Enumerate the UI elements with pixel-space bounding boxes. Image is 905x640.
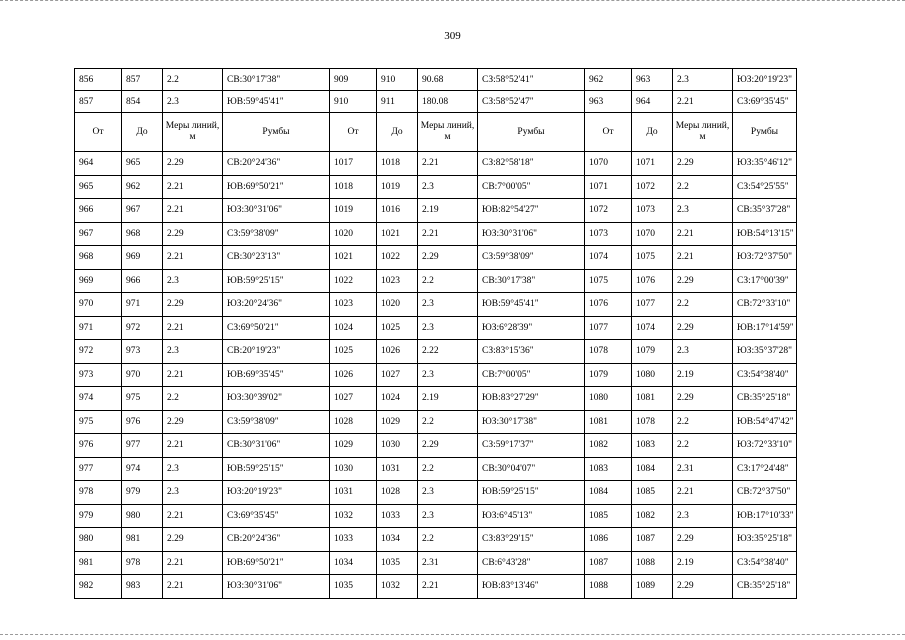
table-cell: 1033 <box>377 504 418 528</box>
table-row <box>75 340 797 364</box>
table-cell: СЗ:69°50'21" <box>223 316 330 340</box>
scan-bottom-edge <box>0 634 905 637</box>
table-cell: 2.3 <box>418 293 478 317</box>
table-cell: 1084 <box>585 481 632 505</box>
table-cell: 2.29 <box>163 293 223 317</box>
table-cell: ЮВ:17°10'33" <box>733 504 797 528</box>
table-cell: 1083 <box>585 457 632 481</box>
table-row <box>75 434 797 458</box>
header-from: От <box>330 113 377 152</box>
table-cell: ЮВ:54°13'15" <box>733 222 797 246</box>
table-cell: 2.3 <box>418 175 478 199</box>
header-measures: Меры линий, м <box>673 113 733 152</box>
table-cell: 965 <box>122 152 163 176</box>
table-cell: 965 <box>75 175 122 199</box>
table-cell: 1035 <box>330 575 377 599</box>
table-cell: ЮЗ:20°19'23" <box>223 481 330 505</box>
table-cell: ЮВ:83°27'29" <box>478 387 585 411</box>
header-to: До <box>632 113 673 152</box>
table-cell: 1083 <box>632 434 673 458</box>
table-cell: ЮВ:59°45'41" <box>223 91 330 113</box>
table-cell: ЮЗ:20°24'36" <box>223 293 330 317</box>
table-cell: 1020 <box>377 293 418 317</box>
table-cell: 1021 <box>377 222 418 246</box>
table-cell: 978 <box>122 551 163 575</box>
table-cell: ЮВ:59°25'15" <box>223 457 330 481</box>
table-cell: ЮВ:69°50'21" <box>223 551 330 575</box>
table-cell: 1080 <box>585 387 632 411</box>
table-cell: 1024 <box>377 387 418 411</box>
table-cell: 1026 <box>377 340 418 364</box>
table-cell: 1032 <box>330 504 377 528</box>
table-cell: 970 <box>122 363 163 387</box>
table-cell: 2.2 <box>673 434 733 458</box>
table-row <box>75 363 797 387</box>
table-cell: СВ:35°25'18" <box>733 387 797 411</box>
table-cell: ЮЗ:30°31'06" <box>223 199 330 223</box>
table-cell: 1074 <box>585 246 632 270</box>
header-to: До <box>377 113 418 152</box>
table-cell: 982 <box>75 575 122 599</box>
table-cell: 1082 <box>585 434 632 458</box>
table-cell: ЮЗ:72°37'50" <box>733 246 797 270</box>
table-cell: 1029 <box>377 410 418 434</box>
table-row <box>75 457 797 481</box>
table-cell: 979 <box>75 504 122 528</box>
table-cell: 2.2 <box>163 387 223 411</box>
table-cell: ЮЗ:30°31'06" <box>478 222 585 246</box>
table-cell: 1085 <box>585 504 632 528</box>
table-cell: 2.3 <box>673 504 733 528</box>
table-cell: 1070 <box>585 152 632 176</box>
table-cell: 1030 <box>330 457 377 481</box>
table-cell: 1087 <box>585 551 632 575</box>
table-cell: 2.2 <box>673 293 733 317</box>
table-cell: 1034 <box>330 551 377 575</box>
table-cell: 1020 <box>330 222 377 246</box>
table-cell: 1024 <box>330 316 377 340</box>
table-cell: 1073 <box>632 199 673 223</box>
table-cell: СЗ:54°38'40" <box>733 551 797 575</box>
table-top-rows <box>75 69 797 113</box>
table-cell: 1018 <box>377 152 418 176</box>
table-cell: 974 <box>122 457 163 481</box>
table-cell: 1028 <box>330 410 377 434</box>
table-cell: 2.21 <box>163 434 223 458</box>
table-cell: 1076 <box>585 293 632 317</box>
table-cell: 976 <box>122 410 163 434</box>
table-cell: 1035 <box>377 551 418 575</box>
table-cell: 978 <box>75 481 122 505</box>
table-cell: 980 <box>122 504 163 528</box>
table-cell: СЗ:83°29'15" <box>478 528 585 552</box>
table-cell: 1032 <box>377 575 418 599</box>
table-cell: ЮЗ:6°45'13" <box>478 504 585 528</box>
table-cell: ЮВ:83°13'46" <box>478 575 585 599</box>
table-row <box>75 246 797 270</box>
table-cell: 963 <box>585 91 632 113</box>
table-cell: 1077 <box>585 316 632 340</box>
table-header <box>75 113 797 152</box>
table-cell: 973 <box>122 340 163 364</box>
table-cell: 979 <box>122 481 163 505</box>
table-cell: 2.21 <box>163 175 223 199</box>
table-cell: 2.29 <box>673 269 733 293</box>
table-cell: 1072 <box>632 175 673 199</box>
table-cell: 1029 <box>330 434 377 458</box>
table-cell: 1081 <box>585 410 632 434</box>
table-cell: ЮЗ:6°28'39" <box>478 316 585 340</box>
table-cell: ЮВ:59°25'15" <box>478 481 585 505</box>
table-cell: СЗ:83°15'36" <box>478 340 585 364</box>
table-row <box>75 91 797 113</box>
table-cell: 1089 <box>632 575 673 599</box>
table-cell: 1075 <box>585 269 632 293</box>
table-cell: СЗ:59°38'09" <box>478 246 585 270</box>
table-cell: СВ:30°04'07" <box>478 457 585 481</box>
table-cell: 2.2 <box>418 410 478 434</box>
header-bearings: Румбы <box>223 113 330 152</box>
table-cell: 180.08 <box>418 91 478 113</box>
table-row <box>75 175 797 199</box>
table-cell: 2.3 <box>418 363 478 387</box>
table-cell: СЗ:59°38'09" <box>223 410 330 434</box>
table-cell: 1074 <box>632 316 673 340</box>
table-cell: ЮЗ:72°33'10" <box>733 434 797 458</box>
table-cell: 856 <box>75 69 122 91</box>
table-cell: СВ:20°24'36" <box>223 152 330 176</box>
table-cell: 1071 <box>585 175 632 199</box>
table-cell: 2.19 <box>418 199 478 223</box>
table-cell: 2.3 <box>673 199 733 223</box>
table-cell: СВ:72°37'50" <box>733 481 797 505</box>
table-cell: 1021 <box>330 246 377 270</box>
table-row <box>75 551 797 575</box>
table-cell: 962 <box>122 175 163 199</box>
table-cell: 1082 <box>632 504 673 528</box>
table-cell: 981 <box>75 551 122 575</box>
header-bearings: Румбы <box>478 113 585 152</box>
table-cell: 1023 <box>330 293 377 317</box>
table-cell: 2.29 <box>673 387 733 411</box>
table-cell: СВ:30°31'06" <box>223 434 330 458</box>
table-cell: 2.3 <box>163 481 223 505</box>
table-cell: 969 <box>122 246 163 270</box>
table-cell: 1071 <box>632 152 673 176</box>
table-cell: ЮВ:69°50'21" <box>223 175 330 199</box>
table-cell: 968 <box>122 222 163 246</box>
table-cell: 974 <box>75 387 122 411</box>
table-cell: 2.21 <box>163 199 223 223</box>
table-cell: 2.21 <box>163 246 223 270</box>
table-cell: 2.22 <box>418 340 478 364</box>
table-cell: 977 <box>122 434 163 458</box>
table-cell: 2.19 <box>673 551 733 575</box>
table-cell: СВ:30°17'38" <box>478 269 585 293</box>
header-row <box>75 113 797 152</box>
table-cell: 1078 <box>585 340 632 364</box>
table-cell: 2.29 <box>673 575 733 599</box>
table-cell: 967 <box>75 222 122 246</box>
table-cell: СЗ:17°00'39" <box>733 269 797 293</box>
table-cell: ЮВ:59°45'41" <box>478 293 585 317</box>
table-cell: 966 <box>75 199 122 223</box>
table-cell: СВ:20°19'23" <box>223 340 330 364</box>
table-cell: 1019 <box>377 175 418 199</box>
table-cell: 2.21 <box>673 91 733 113</box>
table-cell: СВ:30°23'13" <box>223 246 330 270</box>
table-row <box>75 269 797 293</box>
table-cell: 972 <box>122 316 163 340</box>
table-cell: 2.21 <box>418 222 478 246</box>
table-cell: 2.21 <box>673 222 733 246</box>
table-cell: 2.29 <box>673 528 733 552</box>
table-cell: СВ:20°24'36" <box>223 528 330 552</box>
table-cell: 2.2 <box>418 269 478 293</box>
table-cell: 1088 <box>632 551 673 575</box>
table-cell: 2.29 <box>163 528 223 552</box>
table-cell: 854 <box>122 91 163 113</box>
table-cell: 1034 <box>377 528 418 552</box>
table-cell: 975 <box>122 387 163 411</box>
table-cell: 2.3 <box>673 69 733 91</box>
table-cell: 910 <box>330 91 377 113</box>
table-cell: 983 <box>122 575 163 599</box>
table-cell: 2.21 <box>673 246 733 270</box>
table-cell: 1087 <box>632 528 673 552</box>
table-cell: 2.3 <box>163 340 223 364</box>
survey-table <box>74 68 797 599</box>
table-cell: 1079 <box>632 340 673 364</box>
table-cell: 857 <box>75 91 122 113</box>
table-cell: ЮЗ:35°46'12" <box>733 152 797 176</box>
table-cell: 1031 <box>330 481 377 505</box>
table-cell: ЮЗ:35°25'18" <box>733 528 797 552</box>
table-cell: СВ:7°00'05" <box>478 363 585 387</box>
table-cell: 2.29 <box>163 222 223 246</box>
header-to: До <box>122 113 163 152</box>
table-row <box>75 316 797 340</box>
table-cell: 2.2 <box>163 69 223 91</box>
table-cell: 1028 <box>377 481 418 505</box>
table-cell: 971 <box>75 316 122 340</box>
table-cell: 1085 <box>632 481 673 505</box>
table-cell: 1081 <box>632 387 673 411</box>
table-cell: 1031 <box>377 457 418 481</box>
table-cell: 1025 <box>377 316 418 340</box>
table-cell: 2.21 <box>163 551 223 575</box>
table-cell: 2.3 <box>163 91 223 113</box>
table-cell: 1078 <box>632 410 673 434</box>
table-cell: 2.31 <box>418 551 478 575</box>
table-cell: СВ:35°37'28" <box>733 199 797 223</box>
table-cell: 977 <box>75 457 122 481</box>
table-cell: 968 <box>75 246 122 270</box>
table-cell: СЗ:59°17'37" <box>478 434 585 458</box>
table-cell: 981 <box>122 528 163 552</box>
table-cell: 909 <box>330 69 377 91</box>
table-cell: СЗ:58°52'47" <box>478 91 585 113</box>
table-cell: 1026 <box>330 363 377 387</box>
header-measures: Меры линий, м <box>163 113 223 152</box>
table-cell: 966 <box>122 269 163 293</box>
table-cell: 964 <box>75 152 122 176</box>
table-cell: 967 <box>122 199 163 223</box>
table-cell: 2.2 <box>418 528 478 552</box>
table-cell: ЮВ:54°47'42" <box>733 410 797 434</box>
table-cell: 1027 <box>330 387 377 411</box>
table-cell: ЮЗ:20°19'23" <box>733 69 797 91</box>
table-cell: 1022 <box>377 246 418 270</box>
table-cell: 2.3 <box>418 481 478 505</box>
table-cell: 1086 <box>585 528 632 552</box>
table-cell: 1073 <box>585 222 632 246</box>
table-row <box>75 69 797 91</box>
table-cell: 2.3 <box>673 340 733 364</box>
table-cell: 2.3 <box>418 504 478 528</box>
table-cell: 1080 <box>632 363 673 387</box>
table-cell: 1033 <box>330 528 377 552</box>
table-cell: 2.29 <box>673 152 733 176</box>
table-cell: СЗ:59°38'09" <box>223 222 330 246</box>
table-cell: 2.21 <box>673 481 733 505</box>
table-cell: 2.21 <box>163 363 223 387</box>
table-cell: ЮЗ:30°39'02" <box>223 387 330 411</box>
table-cell: 1016 <box>377 199 418 223</box>
table-cell: 2.21 <box>163 575 223 599</box>
table-row <box>75 504 797 528</box>
table-cell: ЮВ:59°25'15" <box>223 269 330 293</box>
table-cell: ЮВ:69°35'45" <box>223 363 330 387</box>
table-cell: СВ:6°43'28" <box>478 551 585 575</box>
table-cell: 2.31 <box>673 457 733 481</box>
page-number: 309 <box>444 30 461 42</box>
table-cell: 2.19 <box>673 363 733 387</box>
table-cell: СВ:30°17'38" <box>223 69 330 91</box>
table-cell: СЗ:82°58'18" <box>478 152 585 176</box>
table-cell: 2.21 <box>418 575 478 599</box>
table-cell: 964 <box>632 91 673 113</box>
table-cell: 972 <box>75 340 122 364</box>
table-cell: 2.2 <box>673 410 733 434</box>
table-cell: 2.21 <box>163 504 223 528</box>
table-cell: 1077 <box>632 293 673 317</box>
table-cell: 2.3 <box>418 316 478 340</box>
table-cell: 2.21 <box>418 152 478 176</box>
table-cell: 2.3 <box>163 457 223 481</box>
table-cell: 963 <box>632 69 673 91</box>
table-cell: 2.29 <box>673 316 733 340</box>
table-cell: 857 <box>122 69 163 91</box>
table-cell: СЗ:69°35'45" <box>223 504 330 528</box>
table-cell: 1072 <box>585 199 632 223</box>
table-cell: 970 <box>75 293 122 317</box>
table-row <box>75 481 797 505</box>
table-row <box>75 575 797 599</box>
table-cell: 1084 <box>632 457 673 481</box>
header-bearings: Румбы <box>733 113 797 152</box>
table-cell: 1076 <box>632 269 673 293</box>
table-cell: СВ:35°25'18" <box>733 575 797 599</box>
table-cell: СВ:72°33'10" <box>733 293 797 317</box>
table-cell: ЮВ:17°14'59" <box>733 316 797 340</box>
table-row <box>75 293 797 317</box>
table-row <box>75 199 797 223</box>
table-cell: 2.3 <box>163 269 223 293</box>
table-cell: 976 <box>75 434 122 458</box>
table-row <box>75 410 797 434</box>
table-cell: 1025 <box>330 340 377 364</box>
table-cell: 1079 <box>585 363 632 387</box>
table-cell: СЗ:17°24'48" <box>733 457 797 481</box>
table-row <box>75 528 797 552</box>
table-row <box>75 222 797 246</box>
table-cell: 962 <box>585 69 632 91</box>
table-data-rows <box>75 152 797 599</box>
table-cell: СВ:7°00'05" <box>478 175 585 199</box>
table-cell: 1023 <box>377 269 418 293</box>
table-cell: СЗ:54°38'40" <box>733 363 797 387</box>
table-cell: 2.21 <box>163 316 223 340</box>
table-cell: 971 <box>122 293 163 317</box>
header-from: От <box>585 113 632 152</box>
header-from: От <box>75 113 122 152</box>
table-cell: 2.29 <box>418 434 478 458</box>
table-cell: 910 <box>377 69 418 91</box>
table-cell: 2.29 <box>163 410 223 434</box>
table-cell: ЮЗ:30°17'38" <box>478 410 585 434</box>
table-cell: ЮЗ:35°37'28" <box>733 340 797 364</box>
table-cell: СЗ:69°35'45" <box>733 91 797 113</box>
table-cell: 1088 <box>585 575 632 599</box>
table-cell: СЗ:58°52'41" <box>478 69 585 91</box>
table-cell: 1027 <box>377 363 418 387</box>
table-cell: 1019 <box>330 199 377 223</box>
table-cell: 973 <box>75 363 122 387</box>
table-cell: ЮВ:82°54'27" <box>478 199 585 223</box>
scan-top-edge <box>0 0 905 3</box>
table-cell: 1018 <box>330 175 377 199</box>
table-row <box>75 387 797 411</box>
table-cell: 1017 <box>330 152 377 176</box>
table-cell: 1075 <box>632 246 673 270</box>
table-row <box>75 152 797 176</box>
table-cell: 980 <box>75 528 122 552</box>
table-cell: ЮЗ:30°31'06" <box>223 575 330 599</box>
table-cell: 2.19 <box>418 387 478 411</box>
table-cell: 2.29 <box>418 246 478 270</box>
table-cell: 1022 <box>330 269 377 293</box>
table-cell: 2.2 <box>673 175 733 199</box>
table-cell: СЗ:54°25'55" <box>733 175 797 199</box>
table-cell: 2.2 <box>418 457 478 481</box>
table-cell: 2.29 <box>163 152 223 176</box>
table-cell: 911 <box>377 91 418 113</box>
table-cell: 90.68 <box>418 69 478 91</box>
header-measures: Меры линий, м <box>418 113 478 152</box>
table-cell: 975 <box>75 410 122 434</box>
table-cell: 969 <box>75 269 122 293</box>
table-cell: 1070 <box>632 222 673 246</box>
table-cell: 1030 <box>377 434 418 458</box>
